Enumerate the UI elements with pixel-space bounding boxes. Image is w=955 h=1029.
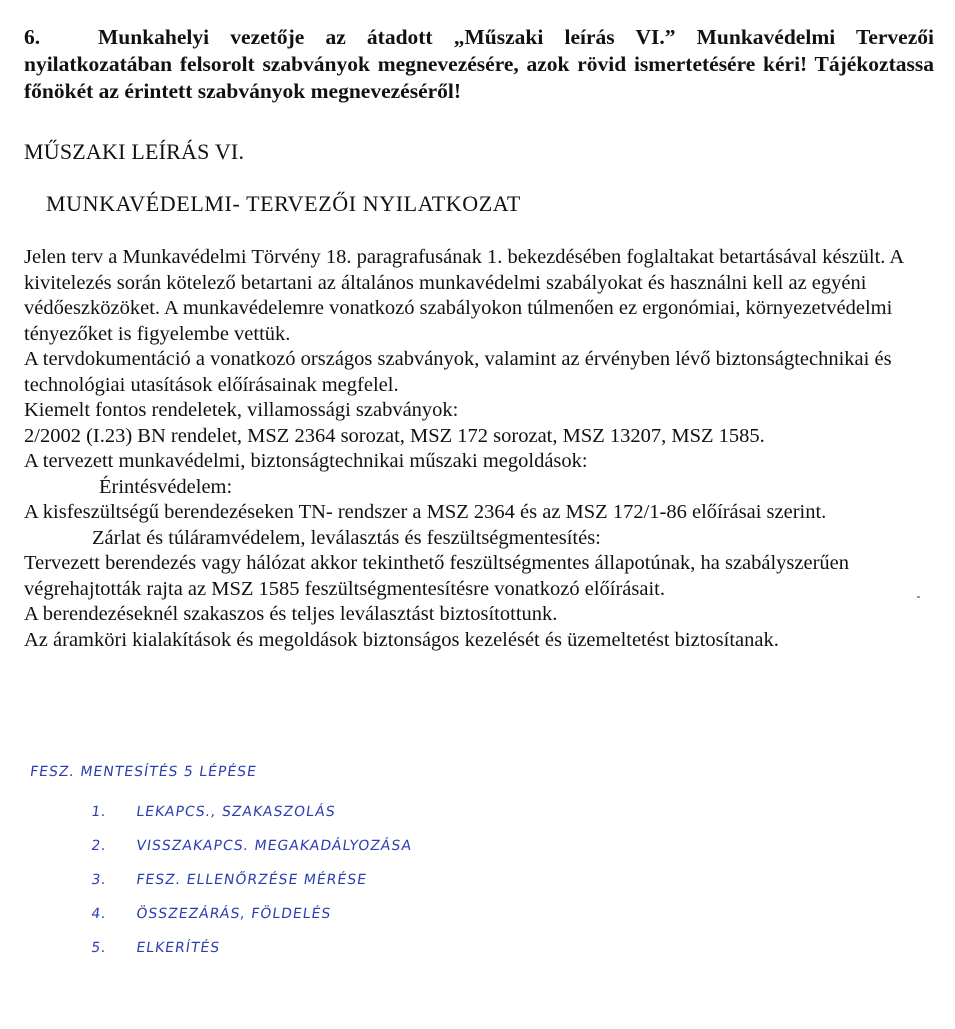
list-item-text: ÖSSZEZÁRÁS, FÖLDELÉS (135, 906, 333, 922)
paragraph-voltage-free: Tervezett berendezés vagy hálózat akkor tekinthető feszültségmentes állapotúnak, ha szabályszerűen végrehajtották rajta az MSZ 1585 feszültségmentesítésre vonatkozó előírásait. (24, 552, 850, 600)
list-item (88, 906, 414, 940)
list-item (88, 872, 414, 906)
paragraph-isolation: A berendezéseknél szakaszos és teljes leválasztást biztosítottunk. (24, 603, 558, 625)
paragraph-standards: A tervdokumentáció a vonatkozó országos szabványok, valamint az érvényben lévő biztonságtechnikai és technológiai utasítások előírásainak megfelel. (24, 348, 892, 396)
handwritten-notes (30, 758, 550, 998)
document-body (24, 245, 934, 653)
subheading-short-circuit: Zárlat és túláramvédelem, leválasztás és feszültségmentesítés: (92, 526, 601, 549)
paragraph-operation: Az áramköri kialakítások és megoldások biztonságos kezelését és üzemeltetést biztosítanak. (24, 628, 779, 651)
task-question (24, 24, 934, 105)
paragraph-intro: Jelen terv a Munkavédelmi Törvény 18. paragrafusának 1. bekezdésében foglaltakat betartásával készült. A kivitelezés során kötelező betartani az általános munkavédelmi szabályokat és használni kell az egyéni védőeszközöket. A munkavédelemre vonatkozó szabályokon túlmenően ez ergonómiai, környezetvédelmi tényezőket is figyelembe vettük. (24, 246, 904, 345)
list-item-text: FESZ. ELLENŐRZÉSE MÉRÉSE (135, 872, 369, 888)
handwritten-title: FESZ. MENTESÍTÉS 5 LÉPÉSE (28, 764, 258, 780)
scan-speck (917, 596, 920, 598)
handwritten-list (90, 804, 414, 974)
paragraph-regulations-list: 2/2002 (I.23) BN rendelet, MSZ 2364 sorozat, MSZ 172 sorozat, MSZ 13207, MSZ 1585. (24, 424, 765, 447)
list-item-number: 4. (90, 906, 108, 922)
paragraph-solutions-heading: A tervezett munkavédelmi, biztonságtechnikai műszaki megoldások: (24, 450, 588, 472)
list-item-number: 3. (90, 872, 108, 888)
document-title: MŰSZAKI LEÍRÁS VI. (24, 139, 245, 164)
section-title: MUNKAVÉDELMI- TERVEZŐI NYILATKOZAT (46, 191, 521, 216)
list-item (88, 804, 414, 838)
list-item-number: 5. (90, 940, 108, 956)
list-item-text: VISSZAKAPCS. MEGAKADÁLYOZÁSA (135, 838, 414, 854)
list-item (88, 940, 414, 974)
list-item (88, 838, 414, 872)
paragraph-touch-protection: A kisfeszültségű berendezéseken TN- rendszer a MSZ 2364 és az MSZ 172/1-86 előírásai szerint. (24, 501, 827, 523)
task-number: 6. (24, 25, 41, 49)
subheading-touch-protection: Érintésvédelem: (99, 475, 233, 498)
paragraph-regulations-heading: Kiemelt fontos rendeletek, villamossági szabványok: (24, 399, 459, 421)
task-text: Munkahelyi vezetője az átadott „Műszaki leírás VI.” Munkavédelmi Tervezői nyilatkozatában felsorolt szabványok megnevezésére, azok rövid ismertetésére kéri! Tájékoztassa főnökét az érintett szabványok megnevezéséről! (24, 25, 934, 103)
list-item-text: LEKAPCS., SZAKASZOLÁS (135, 804, 337, 820)
list-item-number: 2. (90, 838, 108, 854)
list-item-text: ELKERÍTÉS (135, 940, 222, 956)
list-item-number: 1. (90, 804, 108, 820)
